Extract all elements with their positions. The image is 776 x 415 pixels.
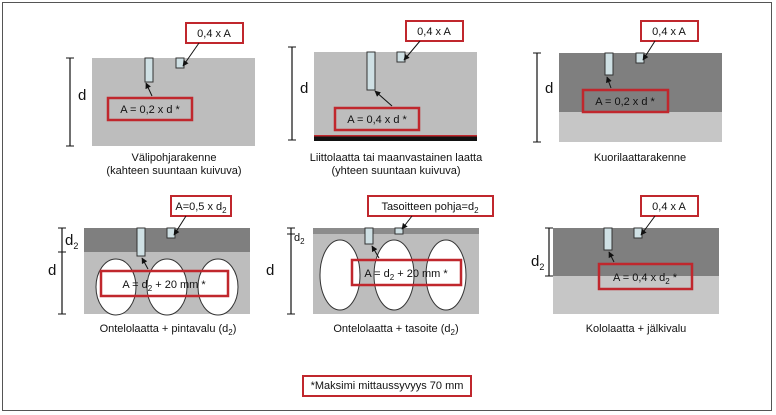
slab-block [314,52,477,140]
shell-bottom-layer [559,112,722,142]
caption-diagram-6: Kololaatta + jälkivalu [585,323,687,335]
probe-hole-deep [365,228,373,244]
depth-label: d [545,80,554,97]
depth-label: d [300,80,309,97]
slab-block [92,58,255,146]
depth-label: d [266,262,275,279]
callout-text: 0,4 x A [197,28,231,40]
diagram-3 [533,21,722,142]
diagram-6 [531,196,719,314]
probe-hole-deep [605,53,613,75]
probe-hole-deep [137,228,145,256]
diagram-2 [288,21,477,141]
caption-diagram-5: Ontelolaatta + tasoite $(d_2)$ [333,323,459,338]
probe-hole-shallow [634,228,642,238]
probe-hole-deep [145,58,153,82]
diagram-4 [48,196,250,315]
callout-text: A=0,5 x $d_2$ [175,201,227,215]
diagram-1 [66,23,255,146]
probe-hole-shallow [636,53,644,63]
caption-diagram-4: Ontelolaatta + pintavalu $(d_2)$ [99,323,237,338]
d2-label: $d_2$ [294,232,305,246]
diagram-5 [266,196,493,314]
callout-text: 0,4 x A [652,26,686,38]
callout-text: Tasoitteen $pohja=d_2$ [381,201,479,215]
callout-text: 0,4 x A [652,201,686,213]
d2-label: $d_2$ [531,253,545,272]
depth-label: d [78,87,87,104]
caption-diagram-3: Kuorilaattarakenne [593,152,687,164]
formula-text: A = 0,4 x d * [347,114,407,126]
formula-text: A = 0,4 x $d_2$ * [612,272,678,286]
formula-text: A = 0,2 x d * [120,104,180,116]
probe-hole-shallow [395,228,403,234]
depth-label: d [48,262,57,279]
footnote-box: *Maksimi mittaussyvyys 70 mm [302,375,472,397]
hollow-core-void [320,240,360,310]
callout-text: 0,4 x A [417,26,451,38]
d2-label: $d_2$ [65,232,79,251]
formula-text: A = 0,2 x d * [595,96,655,108]
probe-hole-shallow [397,52,405,62]
caption-diagram-1: Välipohjarakenne (kahteen suuntaan kuivuva) [106,152,242,177]
probe-hole-shallow [167,228,175,238]
formula-text: $A = d_2 + 20$ mm * [364,268,448,282]
caption-diagram-2: Liittolaatta tai maanvastainen laatta (yhteen suuntaan kuivuva) [309,152,483,177]
probe-hole-deep [367,52,375,90]
formula-text: $A = d_2 + 20$ mm * [122,279,206,293]
probe-hole-deep [604,228,612,250]
probe-hole-shallow [176,58,184,68]
